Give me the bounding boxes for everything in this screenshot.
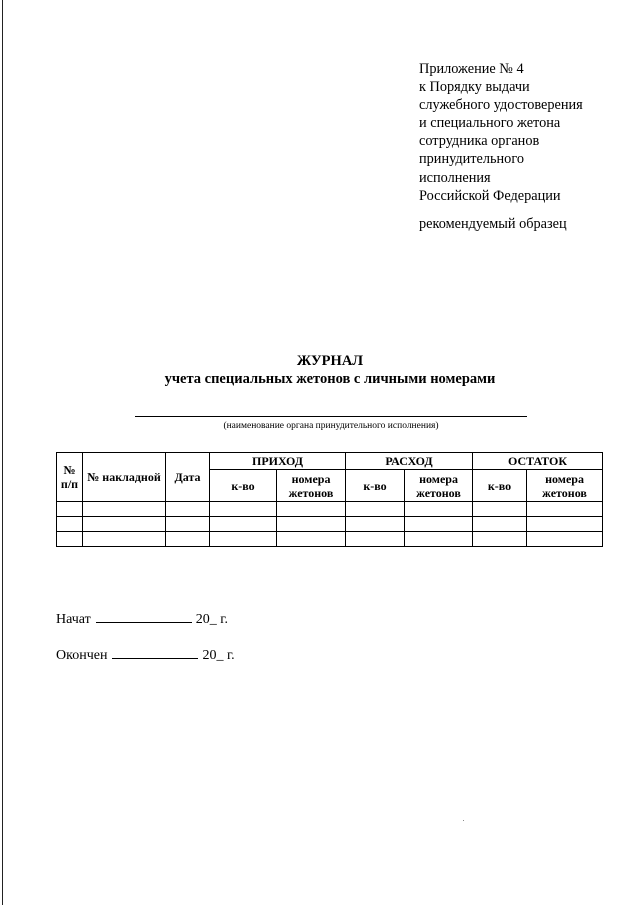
recommended-sample-note: рекомендуемый образец	[419, 216, 567, 232]
table-cell	[405, 502, 473, 517]
table-row	[57, 517, 603, 532]
journal-title: ЖУРНАЛ	[296, 353, 364, 369]
header-balance: ОСТАТОК	[473, 453, 603, 470]
header-token-numbers-line1: номера	[291, 471, 331, 486]
table-cell	[83, 502, 166, 517]
table-cell	[527, 502, 603, 517]
table-cell	[473, 532, 527, 547]
header-income: ПРИХОД	[210, 453, 346, 470]
table-cell	[405, 532, 473, 547]
table-cell	[210, 502, 277, 517]
table-cell	[473, 502, 527, 517]
table-cell	[166, 532, 210, 547]
header-expense: РАСХОД	[346, 453, 473, 470]
header-number-sign: №	[63, 463, 76, 477]
header-token-numbers-line2: жетонов	[542, 485, 587, 500]
org-name-line	[135, 416, 527, 417]
header-balance-token-numbers	[527, 470, 603, 502]
header-row-number	[57, 453, 83, 502]
table-row	[57, 532, 603, 547]
table-cell	[527, 517, 603, 532]
table-cell	[527, 532, 603, 547]
table-row	[57, 502, 603, 517]
table-cell	[405, 517, 473, 532]
table-cell	[473, 517, 527, 532]
table-cell	[346, 532, 405, 547]
table-cell	[166, 502, 210, 517]
header-number-abbr: п/п	[60, 477, 79, 491]
header-expense-token-numbers	[405, 470, 473, 502]
header-income-qty: к-во	[210, 470, 277, 502]
appendix-line: сотрудника органов	[419, 133, 540, 150]
appendix-line: служебного удостоверения	[419, 97, 583, 114]
table-cell	[277, 532, 346, 547]
journal-table	[56, 452, 603, 547]
table-cell	[166, 517, 210, 532]
header-token-numbers-line1: номера	[545, 471, 584, 486]
header-invoice-number: № накладной	[83, 453, 166, 502]
header-token-numbers-line2: жетонов	[288, 485, 334, 500]
started-year: 20_ г.	[195, 612, 228, 627]
table-cell	[346, 502, 405, 517]
finished-date-blank	[112, 646, 198, 659]
table-cell	[83, 532, 166, 547]
table-cell	[346, 517, 405, 532]
table-cell	[83, 517, 166, 532]
appendix-line: к Порядку выдачи	[419, 79, 530, 96]
table-cell	[210, 517, 277, 532]
finished-label: Окончен	[56, 648, 108, 663]
table-cell	[57, 517, 83, 532]
journal-subtitle: учета специальных жетонов с личными номерами	[164, 371, 496, 387]
table-cell	[277, 517, 346, 532]
table-cell	[57, 532, 83, 547]
appendix-line: Приложение № 4	[419, 61, 524, 77]
header-date: Дата	[166, 453, 210, 502]
finished-year: 20_ г.	[202, 648, 235, 663]
finished-line	[56, 646, 235, 664]
table-cell	[57, 502, 83, 517]
scan-speck	[463, 820, 464, 821]
appendix-block	[419, 60, 629, 205]
header-income-token-numbers	[277, 470, 346, 502]
table-cell	[277, 502, 346, 517]
appendix-line: и специального жетона	[419, 115, 561, 132]
appendix-line: Российской Федерации	[419, 187, 561, 204]
header-token-numbers-line2: жетонов	[416, 485, 461, 500]
appendix-line: принудительного	[419, 151, 524, 168]
started-label: Начат	[56, 612, 91, 627]
header-token-numbers-line1: номера	[419, 471, 458, 486]
header-balance-qty: к-во	[473, 470, 527, 502]
page-edge	[2, 0, 3, 905]
started-date-blank	[96, 610, 192, 623]
table-cell	[210, 532, 277, 547]
header-expense-qty: к-во	[346, 470, 405, 502]
org-name-caption: (наименование органа принудительного исполнения)	[223, 421, 439, 431]
appendix-line: исполнения	[419, 169, 491, 186]
started-line	[56, 610, 228, 628]
